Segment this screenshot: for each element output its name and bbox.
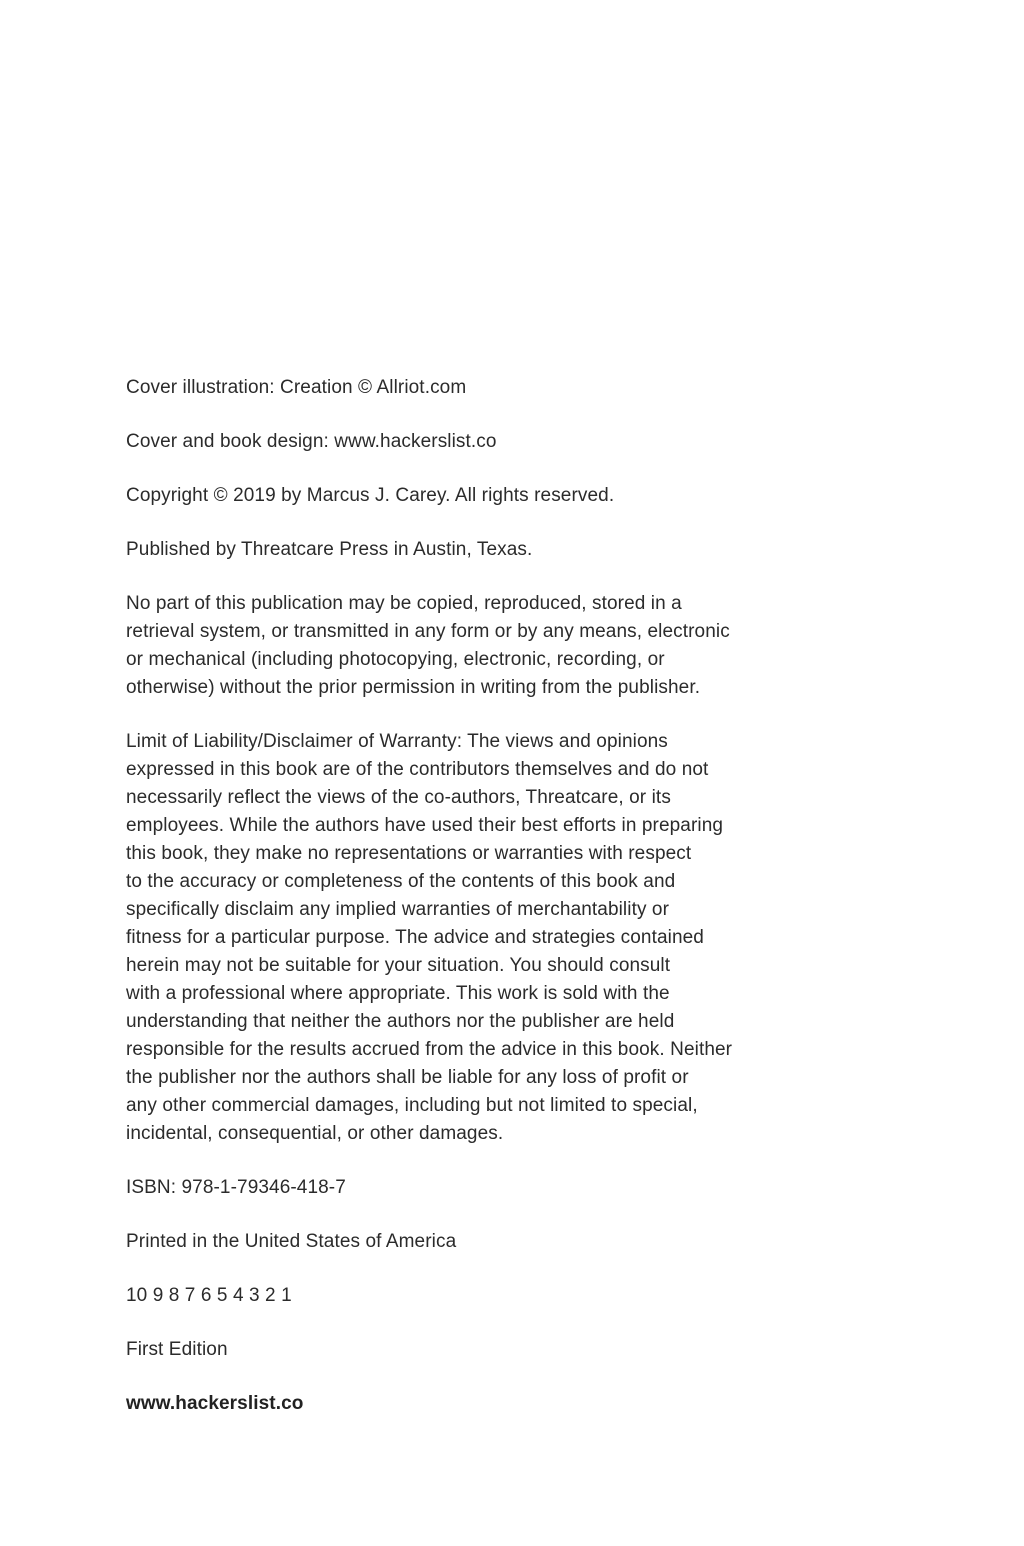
reproduction-line: otherwise) without the prior permission in writing from the publisher. (126, 677, 701, 698)
disclaimer-line: herein may not be suitable for your situation. You should consult (126, 955, 671, 976)
disclaimer-line: understanding that neither the authors nor the publisher are held (126, 1011, 675, 1032)
print-line-text: 10 9 8 7 6 5 4 3 2 1 (126, 1285, 292, 1306)
disclaimer-line: employees. While the authors have used their best efforts in preparing (126, 815, 724, 836)
disclaimer-line: this book, they make no representations or warranties with respect (126, 843, 692, 864)
disclaimer-line: necessarily reflect the views of the co-authors, Threatcare, or its (126, 787, 671, 808)
copyright-page (126, 374, 806, 1444)
cover-illustration-text: Cover illustration: Creation © Allriot.com (126, 377, 467, 398)
disclaimer-line: specifically disclaim any implied warranties of merchantability or (126, 899, 670, 920)
copyright-text: Copyright © 2019 by Marcus J. Carey. All rights reserved. (126, 485, 615, 506)
edition-text: First Edition (126, 1339, 228, 1360)
reproduction-line: No part of this publication may be copied, reproduced, stored in a (126, 593, 682, 614)
isbn (126, 1174, 806, 1202)
disclaimer-line: incidental, consequential, or other damages. (126, 1123, 504, 1144)
disclaimer-line: with a professional where appropriate. This work is sold with the (126, 983, 670, 1004)
publisher-info (126, 536, 806, 564)
disclaimer-line: fitness for a particular purpose. The advice and strategies contained (126, 927, 704, 948)
disclaimer-of-warranty (126, 728, 806, 1148)
website (126, 1390, 806, 1418)
disclaimer-line: responsible for the results accrued from the advice in this book. Neither (126, 1039, 733, 1060)
printed-in-text: Printed in the United States of America (126, 1231, 457, 1252)
cover-design-text: Cover and book design: www.hackerslist.co (126, 431, 497, 452)
disclaimer-line: Limit of Liability/Disclaimer of Warranty: The views and opinions (126, 731, 668, 752)
isbn-text: ISBN: 978-1-79346-418-7 (126, 1177, 346, 1198)
reproduction-line: or mechanical (including photocopying, electronic, recording, or (126, 649, 665, 670)
reproduction-notice (126, 590, 806, 702)
disclaimer-line: any other commercial damages, including but not limited to special, (126, 1095, 698, 1116)
publisher-text: Published by Threatcare Press in Austin, Texas. (126, 539, 533, 560)
disclaimer-line: the publisher nor the authors shall be liable for any loss of profit or (126, 1067, 689, 1088)
cover-illustration-credit (126, 374, 806, 402)
cover-design-credit (126, 428, 806, 456)
disclaimer-line: expressed in this book are of the contributors themselves and do not (126, 759, 709, 780)
printed-in (126, 1228, 806, 1256)
website-text: www.hackerslist.co (126, 1393, 304, 1414)
edition (126, 1336, 806, 1364)
reproduction-line: retrieval system, or transmitted in any form or by any means, electronic (126, 621, 730, 642)
print-line (126, 1282, 806, 1310)
copyright-notice (126, 482, 806, 510)
disclaimer-line: to the accuracy or completeness of the contents of this book and (126, 871, 676, 892)
